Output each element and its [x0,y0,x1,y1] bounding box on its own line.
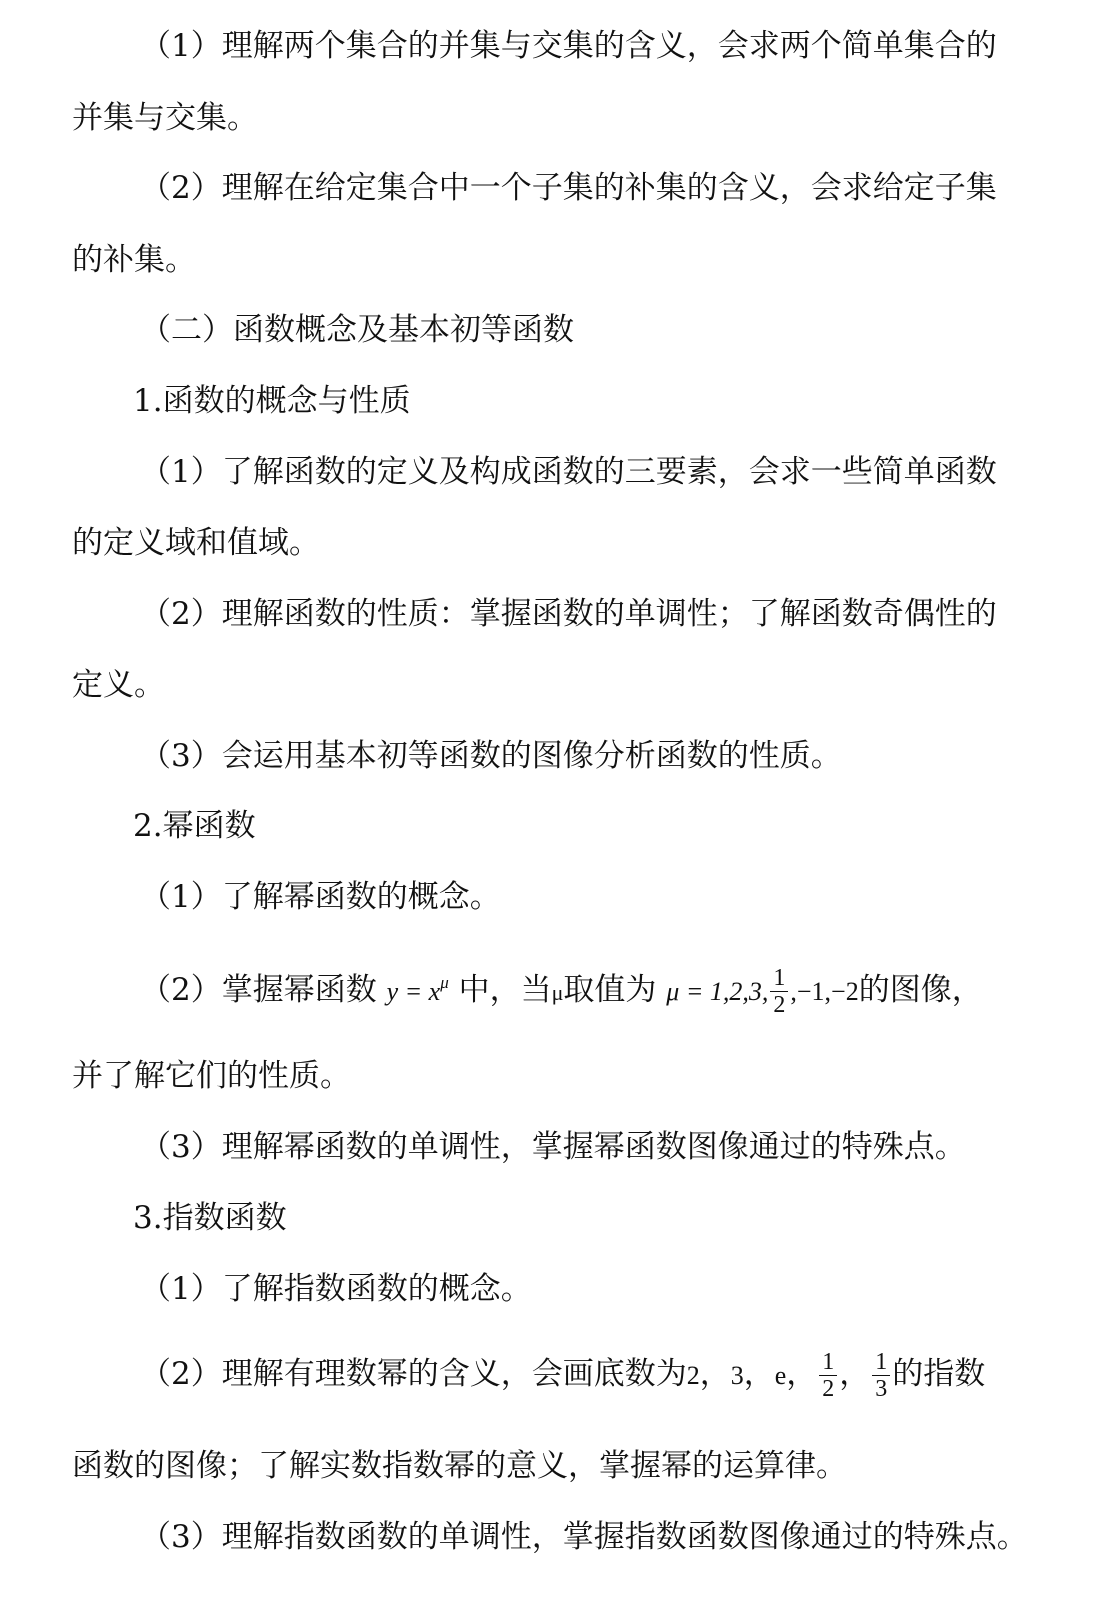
text-span: 取值为 [563,972,657,1008]
text-span: 的图像， [858,972,983,1008]
formula-exponent: μ [440,973,449,992]
fraction-numerator: 1 [819,1349,837,1376]
paragraph-line: 并集与交集。 [72,100,258,136]
fraction-one-half [770,965,788,1018]
separator: ， [786,1356,818,1392]
separator: ， [839,1356,871,1392]
section-heading: （二）函数概念及基本初等函数 [140,312,574,348]
text-span: 中，当 [458,972,552,1008]
paragraph-line: （2）理解在给定集合中一个子集的补集的含义，会求给定子集 [140,170,997,206]
subsection-heading: 1.函数的概念与性质 [133,383,411,419]
base-e: e [774,1361,787,1390]
paragraph-line: （1）理解两个集合的并集与交集的含义，会求两个简单集合的 [140,28,997,64]
paragraph-line: 函数的图像；了解实数指数幂的意义，掌握幂的运算律。 [72,1448,847,1484]
mu-symbol: μ [551,980,564,1005]
formula-power [386,973,449,1006]
separator: ， [743,1356,775,1392]
paragraph-line: （3）会运用基本初等函数的图像分析函数的性质。 [140,738,842,774]
paragraph-line: （3）理解指数函数的单调性，掌握指数函数图像通过的特殊点。 [140,1519,1028,1555]
formula-base: y = x [386,977,441,1006]
subsection-heading: 2.幂函数 [133,808,256,844]
fraction-one-third [872,1349,890,1402]
fraction-denominator: 2 [822,1376,835,1402]
paragraph-line: （2）理解函数的性质：掌握函数的单调性；了解函数奇偶性的 [140,596,997,632]
text-span: 的指数 [892,1356,986,1392]
fraction-one-half [819,1349,837,1402]
text-span: （2）理解有理数幂的含义，会画底数为 [140,1356,687,1392]
fraction-numerator: 1 [872,1349,890,1376]
paragraph-line: （1）了解函数的定义及构成函数的三要素，会求一些简单函数 [140,454,997,490]
paragraph-line: 并了解它们的性质。 [72,1058,351,1094]
text-span: （2）掌握幂函数 [140,972,377,1008]
base-2: 2 [686,1361,700,1390]
separator: ， [699,1356,731,1392]
paragraph-line: （1）了解指数函数的概念。 [140,1271,532,1307]
subsection-heading: 3.指数函数 [133,1200,287,1236]
fraction-denominator: 3 [875,1376,888,1402]
fraction-numerator: 1 [770,965,788,992]
paragraph-line: （3）理解幂函数的单调性，掌握幂函数图像通过的特殊点。 [140,1129,966,1165]
fraction-denominator: 2 [773,992,786,1018]
paragraph-line: （1）了解幂函数的概念。 [140,879,501,915]
mu-values: μ = 1,2,3, [666,977,769,1006]
mu-values-rest: ,−1,−2 [790,977,859,1006]
paragraph-line: 定义。 [72,667,165,703]
paragraph-line: 的补集。 [72,242,196,278]
base-3: 3 [730,1361,744,1390]
exponential-base-line [140,1342,1037,1412]
paragraph-line: 的定义域和值域。 [72,525,320,561]
power-function-line [140,955,1037,1025]
